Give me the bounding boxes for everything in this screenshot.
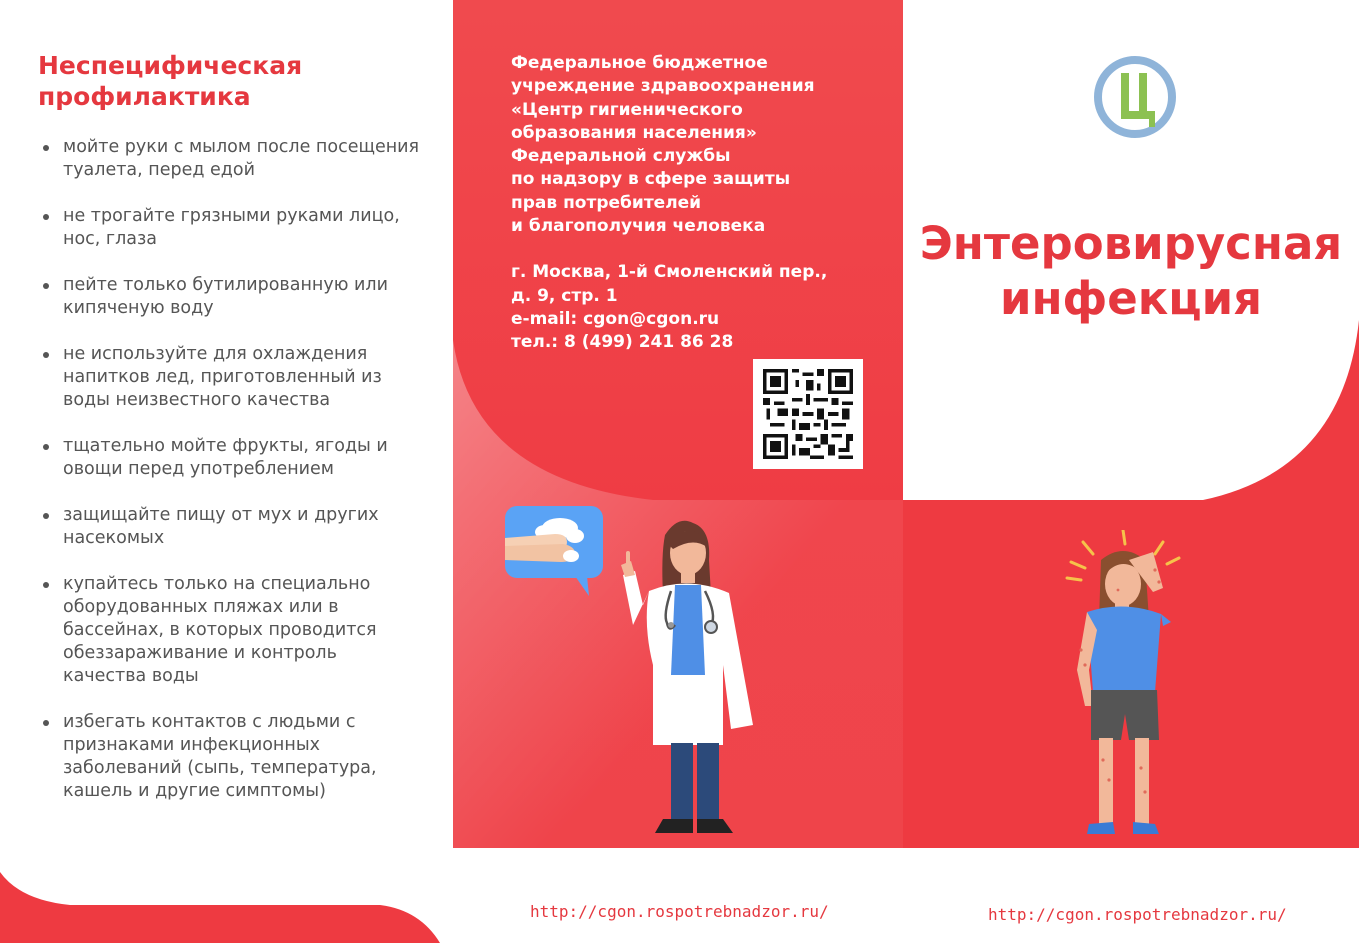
hand-washing-icon — [505, 506, 605, 598]
qr-code-icon — [753, 359, 863, 469]
decorative-wave — [0, 0, 453, 943]
cover-panel — [903, 0, 1359, 848]
org-line: по надзору в сфере защиты — [511, 169, 791, 190]
doctor-illustration — [613, 515, 763, 837]
website-link[interactable]: http://cgon.rospotrebnadzor.ru/ — [530, 902, 829, 921]
address-line: д. 9, стр. 1 — [511, 285, 618, 306]
prevention-title: Неспецифическая профилактика — [38, 51, 303, 111]
title-line: Энтеровирусная — [919, 217, 1343, 270]
tip-item: защищайте пищу от мух и других насекомых — [40, 504, 420, 550]
tip-item: мойте руки с мылом после посещения туалета, перед едой — [40, 136, 420, 182]
cgon-logo-icon — [1093, 55, 1177, 139]
title-line: инфекция — [999, 272, 1263, 325]
org-line: прав потребителей — [511, 192, 702, 213]
address-line: г. Москва, 1-й Смоленский пер., — [511, 262, 828, 283]
left-panel — [0, 0, 453, 943]
org-line: «Центр гигиенического — [511, 99, 743, 120]
main-title — [903, 216, 1359, 326]
org-line: и благополучия человека — [511, 216, 766, 237]
tip-item: купайтесь только на специально оборудованных пляжах или в бассейнах, в которых проводится обеззараживание и контроль качества воды — [40, 573, 420, 688]
org-line: Федеральной службы — [511, 146, 731, 167]
org-line: образования населения» — [511, 122, 757, 143]
tip-item: тщательно мойте фрукты, ягоды и овощи перед употреблением — [40, 435, 420, 481]
org-line: учреждение здравоохранения — [511, 76, 815, 97]
tip-item: избегать контактов с людьми с признаками инфекционных заболеваний (сыпь, температура, кашель и другие симптомы) — [40, 711, 420, 803]
email-line[interactable]: e-mail: cgon@cgon.ru — [511, 308, 720, 329]
organization-info — [511, 52, 891, 355]
phone-line: тел.: 8 (499) 241 86 28 — [511, 332, 734, 353]
tip-item: пейте только бутилированную или кипяченую воду — [40, 274, 420, 320]
tip-item: не используйте для охлаждения напитков лед, приготовленный из воды неизвестного качества — [40, 343, 420, 412]
website-link[interactable]: http://cgon.rospotrebnadzor.ru/ — [988, 905, 1287, 924]
org-line: Федеральное бюджетное — [511, 53, 768, 73]
sick-girl-illustration — [1063, 530, 1193, 842]
tip-item: не трогайте грязными руками лицо, нос, глаза — [40, 205, 420, 251]
contact-panel — [453, 0, 903, 848]
